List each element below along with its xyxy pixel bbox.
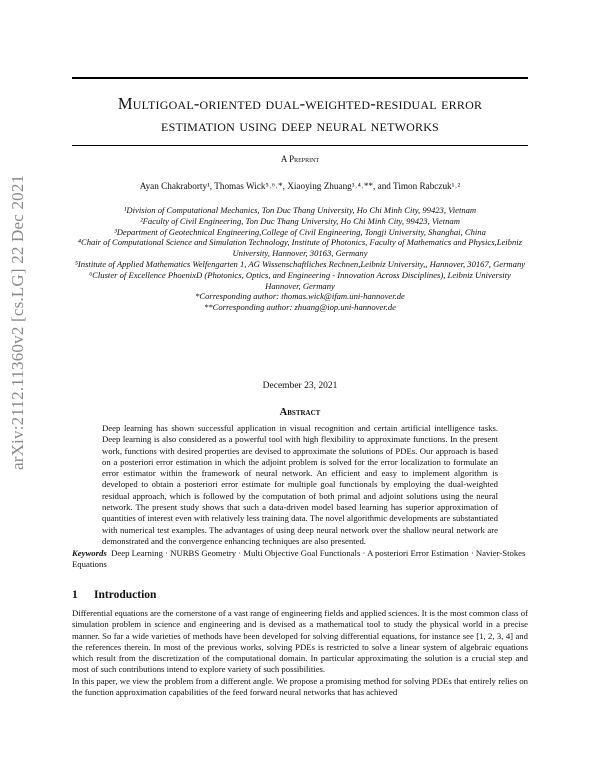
intro-paragraph-1: Differential equations are the cornerstone of a vast range of engineering fields and applied sciences. It is the most common class of simulation problem in science and engineering and is devised as a mathematical tool to study the physical world in a precise manner. So far a wide varieties of methods have been developed for solving differential equations, for instance see [1, 2, 3, 4] and the references therein. In most of the previous works, solving PDEs is restricted to solve a linear system of algebraic equations which result from the discretization of the computational domain. In particular approximating the solution is a crucial step and most of such contributions intend to explore variety of such possibilities. xyxy=(72,608,528,675)
affiliation-6: ⁶Cluster of Excellence PhoenixD (Photonics, Optics, and Engineering - Innovation Across Disciplines), Leibniz University Hannover, Germany xyxy=(89,269,511,291)
section-heading-introduction xyxy=(72,589,528,601)
affiliation-2: ²Faculty of Civil Engineering, Ton Duc Thang University, Ho Chi Minh City, 99423, Vietnam xyxy=(140,215,460,226)
keywords-label: Keywords xyxy=(72,548,107,558)
title-bottom-rule xyxy=(72,145,528,146)
affiliations xyxy=(72,205,528,313)
author-list: Ayan Chakraborty¹, Thomas Wick⁵˒⁶˒*, Xiaoying Zhuang³˒⁴˒**, and Timon Rabczuk¹˒² xyxy=(139,181,461,191)
arxiv-identifier-stamp[interactable]: arXiv:2112.11360v2 [cs.LG] 22 Dec 2021 xyxy=(8,174,27,470)
affiliation-4: ⁴Chair of Computational Science and Simulation Technology, Institute of Photonics, Faculty of Mathematics and Physics,Leibniz University, Hannover, 30163, Germany xyxy=(77,237,522,259)
title-line-1: Multigoal-oriented dual-weighted-residual error xyxy=(117,94,483,113)
introduction-body xyxy=(72,608,528,698)
title-line-2: estimation using deep neural networks xyxy=(161,116,439,135)
keywords-block xyxy=(72,548,528,571)
paper-title xyxy=(72,93,528,137)
corresponding-author-2[interactable]: **Corresponding author: zhuang@iop.uni-hannover.de xyxy=(204,302,396,313)
affiliation-5: ⁵Institute of Applied Mathematics Welfengarten 1, AG Wissenschaftliches Rechnen,Leibniz University,, Hannover, 30167, Germany xyxy=(74,258,526,269)
keywords-text: Deep Learning · NURBS Geometry · Multi Objective Goal Functionals · A posteriori Error Estimation · Navier-Stokes Equations xyxy=(72,548,526,570)
affiliation-3: ³Department of Geotechnical Engineering,College of Civil Engineering, Tongji University, Shanghai, China xyxy=(114,226,486,237)
title-top-rule xyxy=(72,77,528,79)
abstract-heading: Abstract xyxy=(279,407,321,418)
intro-paragraph-2: In this paper, we view the problem from a different angle. We propose a promising method for solving PDEs that entirely relies on the function approximation capabilities of the feed forward neural networks that has achieved xyxy=(72,675,528,698)
corresponding-author-1[interactable]: *Corresponding author: thomas.wick@ifam.uni-hannover.de xyxy=(195,291,405,302)
section-number: 1 xyxy=(72,589,78,601)
abstract-text: Deep learning has shown successful application in visual recognition and certain artificial intelligence tasks. Deep learning is also considered as a powerful tool with high flexibility to approximate functions. In the present work, functions with desired properties are devised to approximate the solutions of PDEs. Our approach is based on a posteriori error estimation in which the adjoint problem is solved for the error localization to formulate an error estimator within the framework of neural network. An efficient and easy to implement algorithm is developed to obtain a posteriori error estimate for multiple goal functionals by employing the dual-weighted residual approach, which is followed by the computation of both primal and adjoint solutions using the neural network. The present study shows that such a data-driven model based learning has superior approximation of quantities of interest even with relatively less training data. The novel algorithmic developments are substantiated with numerical test examples. The advantages of using deep neural network over the shallow neural network are demonstrated and the convergence enhancing techniques are also presented. xyxy=(102,423,498,546)
affiliation-1: ¹Division of Computational Mechanics, Ton Duc Thang University, Ho Chi Minh City, 99423, Vietnam xyxy=(123,205,477,215)
preprint-label: A Preprint xyxy=(280,154,320,164)
paper-date: December 23, 2021 xyxy=(262,381,338,391)
section-title: Introduction xyxy=(94,589,157,601)
